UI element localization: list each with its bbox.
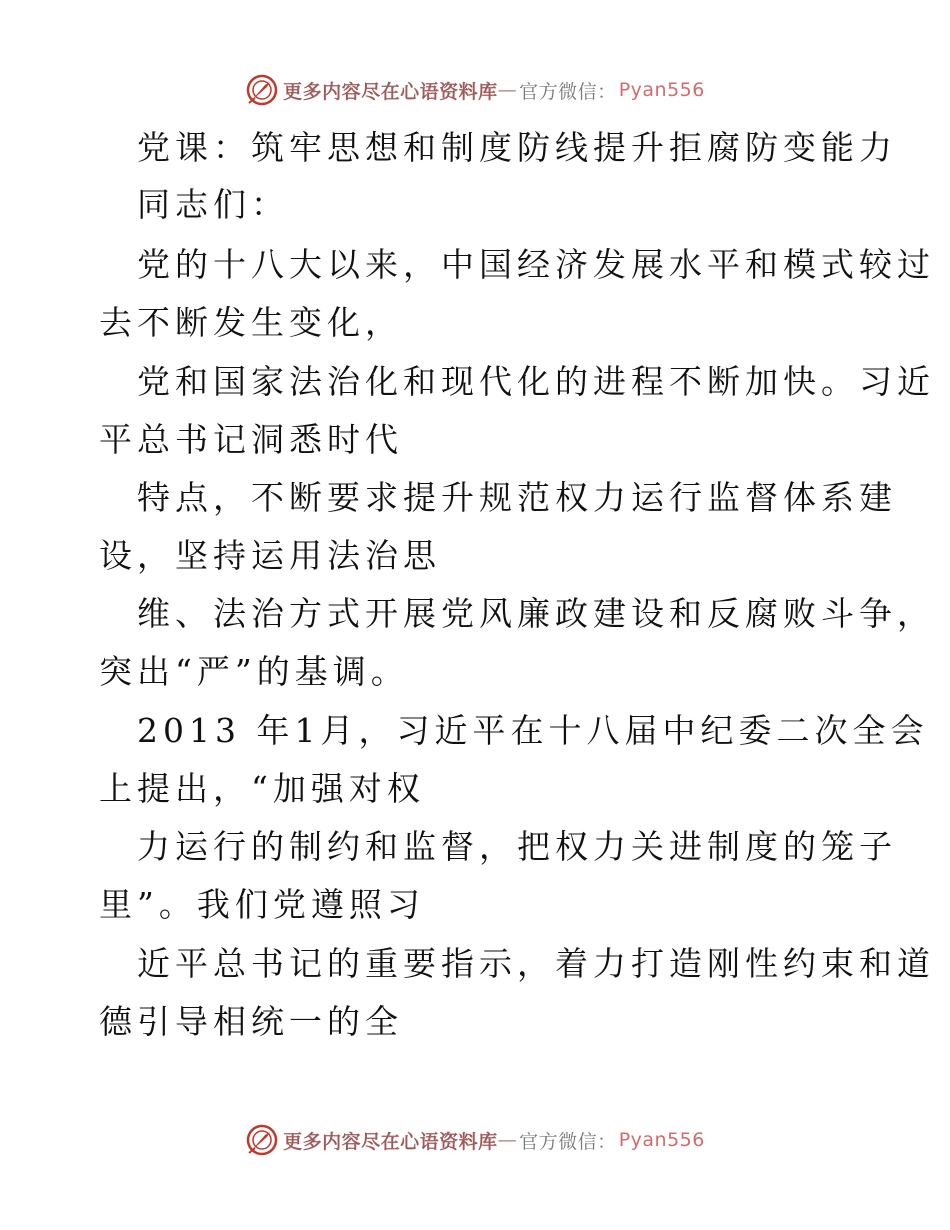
paragraph-line: 党和国家法治化和现代化的进程不断加快。习近 [137, 362, 935, 401]
paragraph-line: 力运行的制约和监督，把权力关进制度的笼子 [137, 827, 897, 866]
banner-separator: — [497, 1129, 518, 1151]
paragraph-line: 里”。我们党遵照习 [99, 885, 425, 924]
banner-wechat-id: Pyan556 [618, 79, 705, 101]
banner-separator: — [497, 79, 518, 101]
banner-slogan: 更多内容尽在心语资料库 [283, 1130, 498, 1153]
banner-wechat-id: Pyan556 [618, 1129, 705, 1151]
paragraph-line: 设，坚持运用法治思 [99, 536, 441, 575]
pen-nib-circle-icon [245, 1123, 279, 1157]
header-banner [0, 70, 950, 110]
paragraph-line: 同志们： [137, 185, 289, 224]
paragraph-line: 近平总书记的重要指示，着力打造刚性约束和道 [137, 944, 935, 983]
paragraph-line: 平总书记洞悉时代 [99, 420, 403, 459]
paragraph-line: 德引导相统一的全 [99, 1002, 403, 1041]
paragraph-line: 党的十八大以来，中国经济发展水平和模式较过 [137, 245, 935, 284]
paragraph-line: 去不断发生变化， [99, 303, 403, 342]
paragraph-line: 特点，不断要求提升规范权力运行监督体系建 [137, 478, 897, 517]
paragraph-line: 上提出，“加强对权 [99, 769, 425, 808]
document-title: 党课：筑牢思想和制度防线提升拒腐防变能力 [137, 128, 897, 167]
banner-wechat-label: 官方微信： [519, 80, 617, 103]
pen-nib-circle-icon [245, 73, 279, 107]
banner-wechat-label: 官方微信： [519, 1130, 617, 1153]
paragraph-line: 维、法治方式开展党风廉政建设和反腐败斗争， [137, 594, 935, 633]
banner-slogan: 更多内容尽在心语资料库 [283, 80, 498, 103]
paragraph-line: 突出“严”的基调。 [99, 652, 409, 691]
paragraph-line: 2013 年1月，习近平在十八届中纪委二次全会 [137, 711, 929, 750]
footer-banner [0, 1120, 950, 1160]
